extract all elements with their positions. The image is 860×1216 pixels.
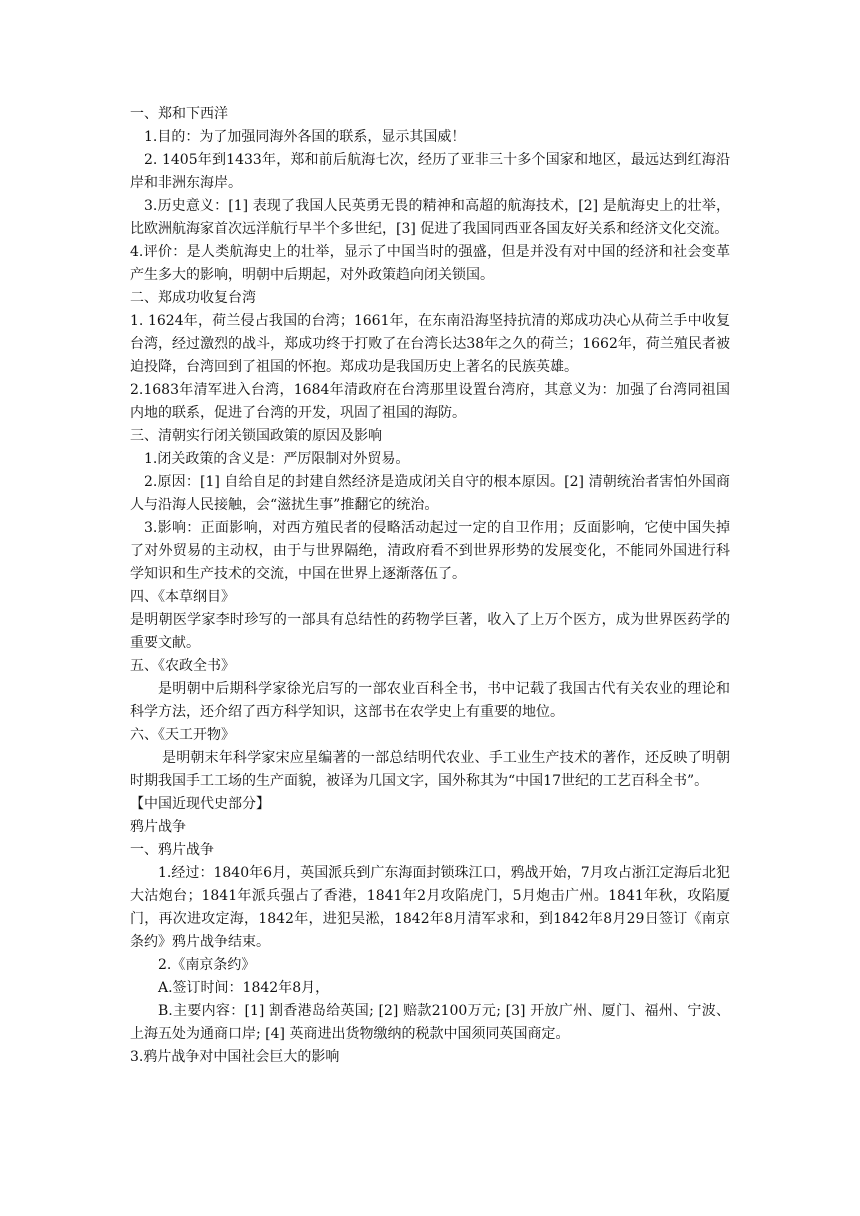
paragraph: A.签订时间：1842年8月，: [158, 980, 330, 996]
paragraph: 4.评价：是人类航海史上的壮举，显示了中国当时的强盛，但是并没有对中国的经济和社会变革产生多大的影响，明朝中后期起，对外政策趋向闭关锁国。: [130, 244, 730, 283]
paragraph: 1.经过：1840年6月，英国派兵到广东海面封锁珠江口，鸦战开始，7月攻占浙江定海后北犯大沽炮台；1841年派兵强占了香港，1841年2月攻陷虎门，5月炮击广州。1841年秋，攻陷厦门，再次进攻定海，1842年，进犯吴淞，1842年8月清军求和，到1842年8月29日签订《南京条约》鸦片战争结束。: [130, 865, 730, 950]
paragraph: 是明朝末年科学家宋应星编著的一部总结明代农业、手工业生产技术的著作，还反映了明朝时期我国手工工场的生产面貌，被译为几国文字，国外称其为“中国17世纪的工艺百科全书”。: [130, 750, 730, 789]
chapter-heading-opium-war: 鸦片战争: [130, 819, 186, 835]
document-page: [130, 103, 730, 1069]
paragraph: 3.影响：正面影响，对西方殖民者的侵略活动起过一定的自卫作用；反面影响，它使中国失掉了对外贸易的主动权，由于与世界隔绝，清政府看不到世界形势的发展变化，不能同外国进行科学知识和生产技术的交流，中国在世界上逐渐落伍了。: [130, 520, 730, 582]
section-heading-taiwan: 二、郑成功收复台湾: [130, 290, 256, 306]
paragraph: 3.鸦片战争对中国社会巨大的影响: [130, 1049, 340, 1065]
paragraph: 2. 1405年到1433年，郑和前后航海七次，经历了亚非三十多个国家和地区，最远达到红海沿岸和非洲东海岸。: [130, 152, 730, 191]
section-heading-zhenghe: 一、郑和下西洋: [130, 106, 228, 122]
paragraph: 是明朝医学家李时珍写的一部具有总结性的药物学巨著，收入了上万个医方，成为世界医药学的重要文献。: [130, 612, 730, 651]
paragraph: 1.闭关政策的含义是：严厉限制对外贸易。: [144, 451, 410, 467]
paragraph: 1. 1624年，荷兰侵占我国的台湾；1661年，在东南沿海坚持抗清的郑成功决心从荷兰手中收复台湾，经过激烈的战斗，郑成功终于打败了在台湾长达38年之久的荷兰；1662年，荷兰殖民者被迫投降，台湾回到了祖国的怀抱。郑成功是我国历史上著名的民族英雄。: [130, 313, 730, 375]
paragraph: 2.原因：[1] 自给自足的封建自然经济是造成闭关自守的根本原因。[2] 清朝统治者害怕外国商人与沿海人民接触，会“滋扰生事”推翻它的统治。: [130, 474, 730, 513]
section-heading-opium-war: 一、鸦片战争: [130, 842, 214, 858]
paragraph: 2.1683年清军进入台湾，1684年清政府在台湾那里设置台湾府，其意义为：加强了台湾同祖国内地的联系，促进了台湾的开发，巩固了祖国的海防。: [130, 382, 730, 421]
paragraph: B.主要内容：[1] 割香港岛给英国; [2] 赔款2100万元; [3] 开放广州、厦门、福州、宁波、上海五处为通商口岸; [4] 英商进出货物缴纳的税款中国须同英国商定。: [130, 1003, 730, 1042]
paragraph: 2.《南京条约》: [158, 957, 256, 973]
paragraph: 是明朝中后期科学家徐光启写的一部农业百科全书，书中记载了我国古代有关农业的理论和科学方法，还介绍了西方科学知识，这部书在农学史上有重要的地位。: [130, 681, 730, 720]
paragraph: 3.历史意义：[1] 表现了我国人民英勇无畏的精神和高超的航海技术，[2] 是航海史上的壮举，比欧洲航海家首次远洋航行早半个多世纪，[3] 促进了我国同西亚各国友好关系和经济文化交流。: [130, 198, 730, 237]
section-heading-bencao: 四、《本草纲目》: [130, 589, 235, 605]
section-heading-closed-door: 三、清朝实行闭关锁国政策的原因及影响: [130, 428, 382, 444]
paragraph: 1.目的：为了加强同海外各国的联系，显示其国威！: [144, 129, 466, 145]
section-heading-nongzheng: 五、《农政全书》: [130, 658, 235, 674]
part-heading-modern-history: 【中国近现代史部分】: [130, 796, 270, 812]
section-heading-tiangong: 六、《天工开物》: [130, 727, 235, 743]
